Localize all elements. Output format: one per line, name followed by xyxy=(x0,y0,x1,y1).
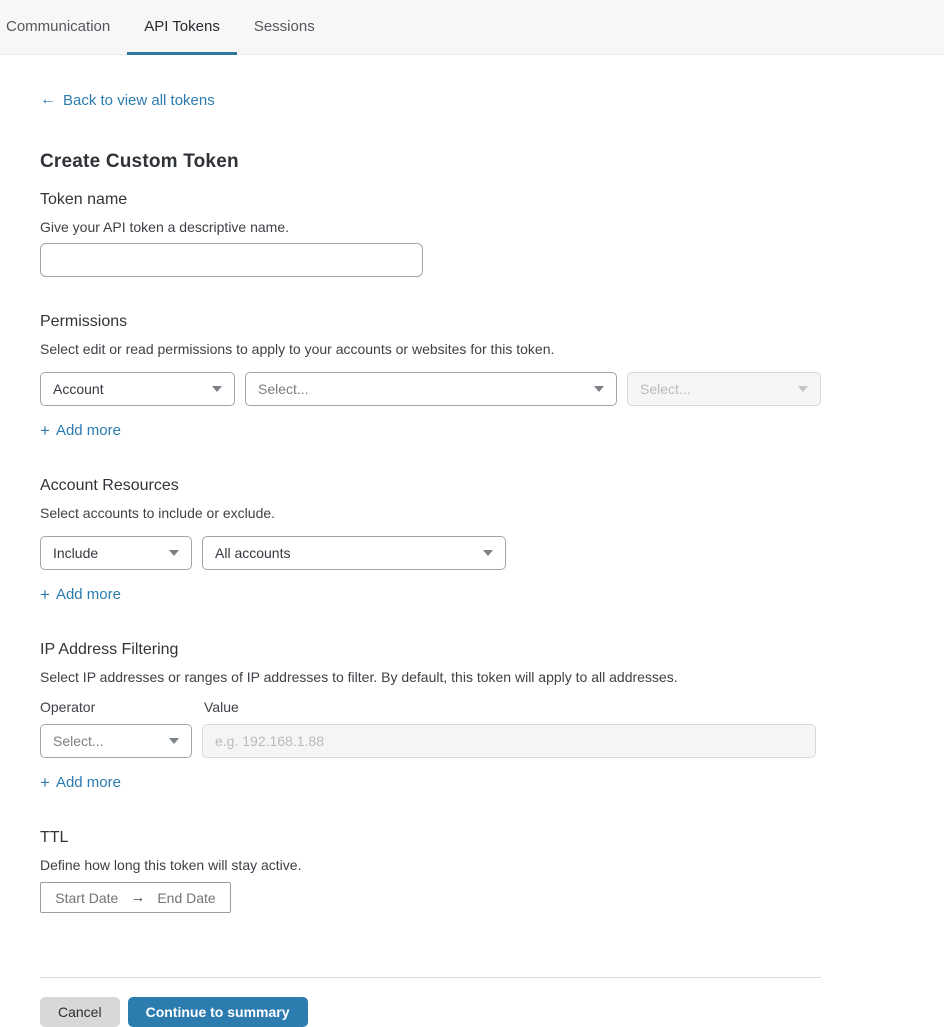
permissions-row xyxy=(40,372,861,406)
permissions-description: Select edit or read permissions to apply to your accounts or websites for this token. xyxy=(40,341,555,357)
plus-icon: + xyxy=(40,421,50,440)
section-ttl xyxy=(40,829,861,913)
resource-operator-dropdown[interactable] xyxy=(40,536,192,570)
ttl-heading: TTL xyxy=(40,829,69,846)
value-column-label: Value xyxy=(204,699,239,715)
main-content xyxy=(0,55,861,1027)
chevron-down-icon xyxy=(169,738,179,744)
chevron-down-icon xyxy=(212,386,222,392)
tab-sessions[interactable]: Sessions xyxy=(253,17,315,35)
back-to-tokens-link[interactable] xyxy=(40,91,215,109)
back-link-label: Back to view all tokens xyxy=(63,91,215,109)
add-more-label: Add more xyxy=(55,586,121,603)
account-resources-description: Select accounts to include or exclude. xyxy=(40,505,276,521)
account-resources-heading: Account Resources xyxy=(40,477,179,494)
permission-group-placeholder: Select... xyxy=(258,381,309,397)
token-name-heading: Token name xyxy=(40,191,128,208)
permission-scope-value: Account xyxy=(53,381,104,397)
ip-filtering-description: Select IP addresses or ranges of IP addresses to filter. By default, this token will apply to all addresses. xyxy=(40,669,678,685)
ip-filtering-row xyxy=(40,724,861,758)
permission-scope-dropdown[interactable] xyxy=(40,372,235,406)
ip-filtering-add-more-link[interactable] xyxy=(40,774,121,791)
operator-column-label: Operator xyxy=(40,699,96,715)
account-resources-add-more-link[interactable] xyxy=(40,586,121,603)
permissions-add-more-link[interactable] xyxy=(40,422,121,439)
tab-api-tokens[interactable]: API Tokens xyxy=(127,0,237,55)
permission-level-dropdown xyxy=(627,372,821,406)
ttl-description: Define how long this token will stay active. xyxy=(40,857,302,873)
permission-group-dropdown[interactable] xyxy=(245,372,617,406)
start-date-placeholder: Start Date xyxy=(55,889,119,906)
add-more-label: Add more xyxy=(55,774,121,791)
back-arrow-icon: ← xyxy=(40,91,56,108)
tab-bar xyxy=(0,0,944,55)
permissions-heading: Permissions xyxy=(40,313,128,330)
token-name-input[interactable] xyxy=(40,243,423,277)
ip-value-input xyxy=(202,724,816,758)
chevron-down-icon xyxy=(483,550,493,556)
token-name-description: Give your API token a descriptive name. xyxy=(40,219,290,235)
ip-filtering-heading: IP Address Filtering xyxy=(40,641,179,658)
resource-selection-dropdown[interactable] xyxy=(202,536,506,570)
ttl-date-range-picker[interactable] xyxy=(40,882,231,913)
chevron-down-icon xyxy=(798,386,808,392)
page-title: Create Custom Token xyxy=(40,151,239,172)
resource-selection-value: All accounts xyxy=(215,545,291,561)
chevron-down-icon xyxy=(169,550,179,556)
plus-icon: + xyxy=(40,773,50,792)
end-date-placeholder: End Date xyxy=(157,889,216,906)
account-resources-row xyxy=(40,536,861,570)
chevron-down-icon xyxy=(594,386,604,392)
permission-level-placeholder: Select... xyxy=(640,381,691,397)
resource-operator-value: Include xyxy=(53,545,99,561)
ip-operator-placeholder: Select... xyxy=(53,733,104,749)
tab-communication[interactable]: Communication xyxy=(6,17,111,35)
footer-divider xyxy=(40,977,821,978)
section-token-name xyxy=(40,191,861,277)
arrow-right-icon: → xyxy=(130,889,146,906)
plus-icon: + xyxy=(40,585,50,604)
section-ip-filtering xyxy=(40,641,861,793)
add-more-label: Add more xyxy=(55,422,121,439)
cancel-button[interactable]: Cancel xyxy=(40,997,120,1027)
footer-actions xyxy=(40,997,861,1027)
ip-operator-dropdown[interactable] xyxy=(40,724,192,758)
ip-filtering-column-labels xyxy=(40,699,861,715)
section-permissions xyxy=(40,313,861,441)
continue-to-summary-button[interactable]: Continue to summary xyxy=(128,997,308,1027)
section-account-resources xyxy=(40,477,861,605)
